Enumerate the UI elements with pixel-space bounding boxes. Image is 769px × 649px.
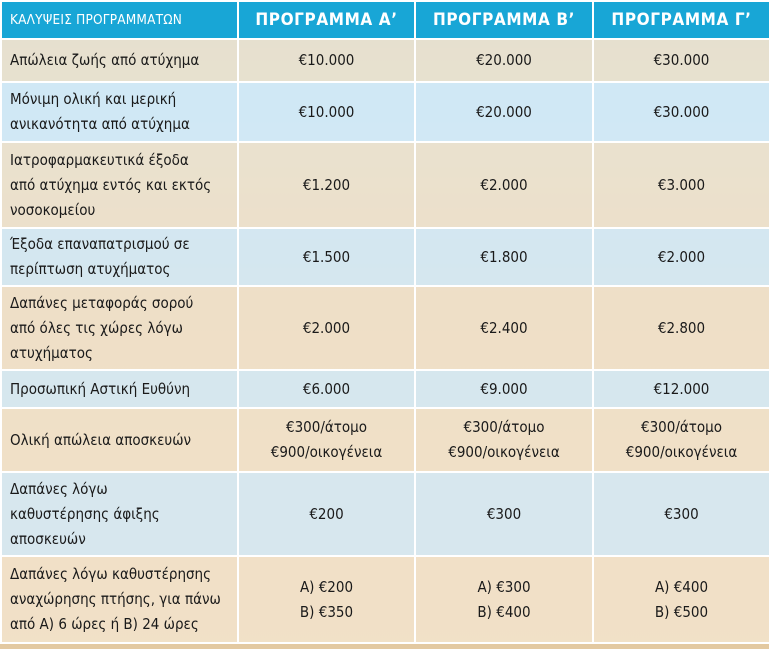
amount-line: Β) €500: [654, 602, 709, 621]
amount-line: €200: [309, 504, 344, 523]
program-b-cell: [415, 286, 593, 370]
amount-line: €2.000: [302, 318, 351, 337]
coverage-label-cell: [1, 228, 238, 286]
amount-line: €300/άτομο: [463, 418, 545, 436]
amount-line: Β) €400: [477, 602, 531, 621]
program-b-cell: [415, 82, 593, 142]
table-row: [1, 556, 769, 643]
coverage-label-line: Δαπάνες λόγω καθυστέρησης: [10, 565, 212, 583]
coverage-label-line: ατυχήματος: [10, 343, 93, 362]
amount-line: €300: [664, 504, 699, 523]
coverage-label-cell: [1, 472, 238, 556]
header-program-c: ΠΡΟΓΡΑΜΜΑ Γ’: [593, 1, 769, 39]
coverage-label-cell: [1, 408, 238, 472]
amount-line: €1.500: [302, 247, 351, 266]
amount-line: €9.000: [480, 379, 528, 398]
coverage-label-cell: [1, 39, 238, 82]
program-a-cell: [238, 286, 415, 370]
program-a-cell: [238, 370, 415, 408]
program-c-cell: [593, 286, 769, 370]
coverage-label-cell: [1, 370, 238, 408]
amount-line: Α) €200: [299, 577, 354, 596]
amount-line: Α) €400: [654, 577, 709, 596]
coverage-label-line: Ολική απώλεια αποσκευών: [10, 430, 192, 449]
program-b-cell: [415, 228, 593, 286]
program-c-cell: [593, 556, 769, 643]
program-b-cell: [415, 472, 593, 556]
amount-line: €30.000: [653, 102, 710, 121]
program-b-cell: [415, 556, 593, 643]
coverage-label-line: καθυστέρησης άφιξης: [10, 504, 160, 523]
program-b-cell: [415, 370, 593, 408]
amount-line: €900/οικογένεια: [270, 443, 383, 461]
amount-line: €3.000: [657, 175, 706, 194]
amount-line: €300/άτομο: [286, 418, 367, 436]
amount-line: €30.000: [653, 51, 710, 69]
program-a-cell: [238, 408, 415, 472]
table-header-row: [1, 1, 769, 39]
program-c-cell: [593, 39, 769, 82]
amount-line: €900/οικογένεια: [448, 443, 560, 461]
table-row: [1, 228, 769, 286]
program-a-cell: [238, 142, 415, 228]
program-b-cell: [415, 142, 593, 228]
amount-line: €10.000: [298, 51, 355, 69]
header-coverages: ΚΑΛΥΨΕΙΣ ΠΡΟΓΡΑΜΜΑΤΩΝ: [1, 1, 238, 39]
coverage-label-line: Προσωπική Αστική Ευθύνη: [10, 379, 191, 398]
program-c-cell: [593, 82, 769, 142]
coverage-label-cell: [1, 142, 238, 228]
amount-line: €20.000: [476, 51, 532, 69]
table-row: [1, 370, 769, 408]
coverage-label-line: από Α) 6 ώρες ή Β) 24 ώρες: [10, 615, 199, 633]
table-row: [1, 408, 769, 472]
amount-line: €6.000: [302, 379, 351, 398]
coverage-label-line: Ιατροφαρμακευτικά έξοδα: [10, 150, 189, 169]
header-program-a: ΠΡΟΓΡΑΜΜΑ Α’: [238, 1, 415, 39]
amount-line: Β) €350: [299, 602, 354, 621]
table-row: [1, 472, 769, 556]
program-c-cell: [593, 228, 769, 286]
coverage-label-line: Έξοδα επαναπατρισμού σε: [10, 235, 190, 253]
program-b-cell: [415, 408, 593, 472]
coverage-label-cell: [1, 82, 238, 142]
coverage-label-line: από όλες τις χώρες λόγω: [10, 318, 183, 337]
program-c-cell: [593, 370, 769, 408]
amount-line: €1.200: [302, 175, 351, 194]
coverage-label-line: ανικανότητα από ατύχημα: [10, 115, 190, 133]
program-a-cell: [238, 472, 415, 556]
coverage-label-line: από ατύχημα εντός και εκτός: [10, 175, 212, 194]
program-c-cell: [593, 142, 769, 228]
amount-line: €2.000: [480, 175, 528, 194]
program-c-cell: [593, 408, 769, 472]
program-a-cell: [238, 82, 415, 142]
header-program-b: ΠΡΟΓΡΑΜΜΑ Β’: [415, 1, 593, 39]
coverage-label-line: Δαπάνες μεταφοράς σορού: [10, 293, 194, 312]
program-a-cell: [238, 39, 415, 82]
amount-line: €10.000: [298, 102, 355, 121]
amount-line: €900/οικογένεια: [625, 443, 738, 461]
coverage-label-line: αναχώρησης πτήσης, για πάνω: [10, 590, 221, 608]
amount-line: Α) €300: [477, 577, 531, 596]
coverage-label-line: νοσοκομείου: [10, 200, 96, 219]
coverage-label-line: Απώλεια ζωής από ατύχημα: [10, 51, 200, 69]
amount-line: €300/άτομο: [641, 418, 722, 436]
coverage-label-cell: [1, 556, 238, 643]
coverage-label-line: Μόνιμη ολική και μερική: [10, 90, 177, 108]
amount-line: €20.000: [476, 102, 532, 121]
coverage-label-line: αποσκευών: [10, 529, 86, 548]
amount-line: €2.000: [657, 247, 706, 266]
amount-line: €1.800: [480, 247, 528, 266]
table-row: [1, 82, 769, 142]
amount-line: €2.400: [480, 318, 528, 337]
coverage-label-line: περίπτωση ατυχήματος: [10, 260, 171, 278]
amount-line: €300: [486, 504, 522, 523]
amount-line: €2.800: [657, 318, 706, 337]
amount-line: €12.000: [653, 379, 710, 398]
table-row: [1, 286, 769, 370]
table-row: [1, 39, 769, 82]
program-c-cell: [593, 472, 769, 556]
table-row: [1, 142, 769, 228]
program-a-cell: [238, 228, 415, 286]
coverage-label-cell: [1, 286, 238, 370]
coverage-label-line: Δαπάνες λόγω: [10, 479, 108, 498]
program-a-cell: [238, 556, 415, 643]
program-b-cell: [415, 39, 593, 82]
